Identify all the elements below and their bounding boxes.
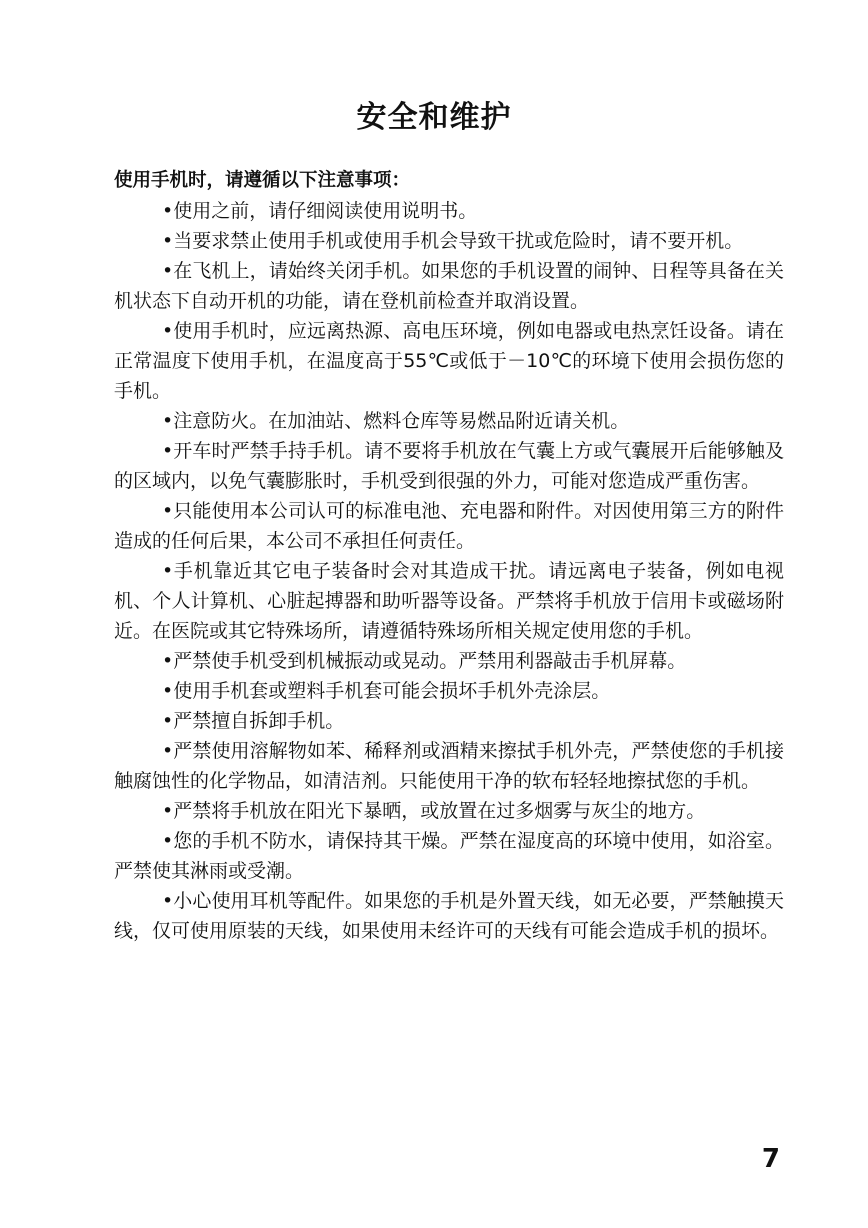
list-item: •只能使用本公司认可的标准电池、充电器和附件。对因使用第三方的附件造成的任何后果，本公司不承担任何责任。 <box>114 500 784 552</box>
list-item: •当要求禁止使用手机或使用手机会导致干扰或危险时，请不要开机。 <box>162 230 744 252</box>
list-item: •使用手机时，应远离热源、高电压环境，例如电器或电热烹饪设备。请在正常温度下使用手机，在温度高于55℃或低于－10℃的环境下使用会损伤您的手机。 <box>114 320 784 402</box>
list-item: •严禁使用溶解物如苯、稀释剂或酒精来擦拭手机外壳，严禁使您的手机接触腐蚀性的化学物品，如清洁剂。只能使用干净的软布轻轻地擦拭您的手机。 <box>114 740 784 792</box>
safety-content <box>114 166 784 946</box>
list-item: •开车时严禁手持手机。请不要将手机放在气囊上方或气囊展开后能够触及的区域内，以免气囊膨胀时，手机受到很强的外力，可能对您造成严重伤害。 <box>114 440 784 492</box>
list-item: •严禁擅自拆卸手机。 <box>162 710 345 732</box>
list-item: •注意防火。在加油站、燃料仓库等易燃品附近请关机。 <box>162 410 630 432</box>
page-number: 7 <box>761 1144 780 1174</box>
list-item: •严禁将手机放在阳光下暴晒，或放置在过多烟雾与灰尘的地方。 <box>162 800 706 822</box>
list-item: •小心使用耳机等配件。如果您的手机是外置天线，如无必要，严禁触摸天线，仅可使用原装的天线，如果使用未经许可的天线有可能会造成手机的损坏。 <box>114 890 784 942</box>
list-item: •使用之前，请仔细阅读使用说明书。 <box>162 200 478 222</box>
section-heading: 使用手机时，请遵循以下注意事项： <box>114 170 411 191</box>
list-item: •手机靠近其它电子装备时会对其造成干扰。请远离电子装备，例如电视机、个人计算机、心脏起搏器和助听器等设备。严禁将手机放于信用卡或磁场附近。在医院或其它特殊场所，请遵循特殊场所相关规定使用您的手机。 <box>114 560 784 642</box>
page-title: 安全和维护 <box>356 100 512 135</box>
list-item: •您的手机不防水，请保持其干燥。严禁在湿度高的环境中使用，如浴室。严禁使其淋雨或受潮。 <box>114 830 784 882</box>
list-item: •严禁使手机受到机械振动或晃动。严禁用利器敲击手机屏幕。 <box>162 650 687 672</box>
list-item: •使用手机套或塑料手机套可能会损坏手机外壳涂层。 <box>162 680 611 702</box>
precautions-list <box>114 196 784 946</box>
list-item: •在飞机上，请始终关闭手机。如果您的手机设置的闹钟、日程等具备在关机状态下自动开机的功能，请在登机前检查并取消设置。 <box>114 260 784 312</box>
